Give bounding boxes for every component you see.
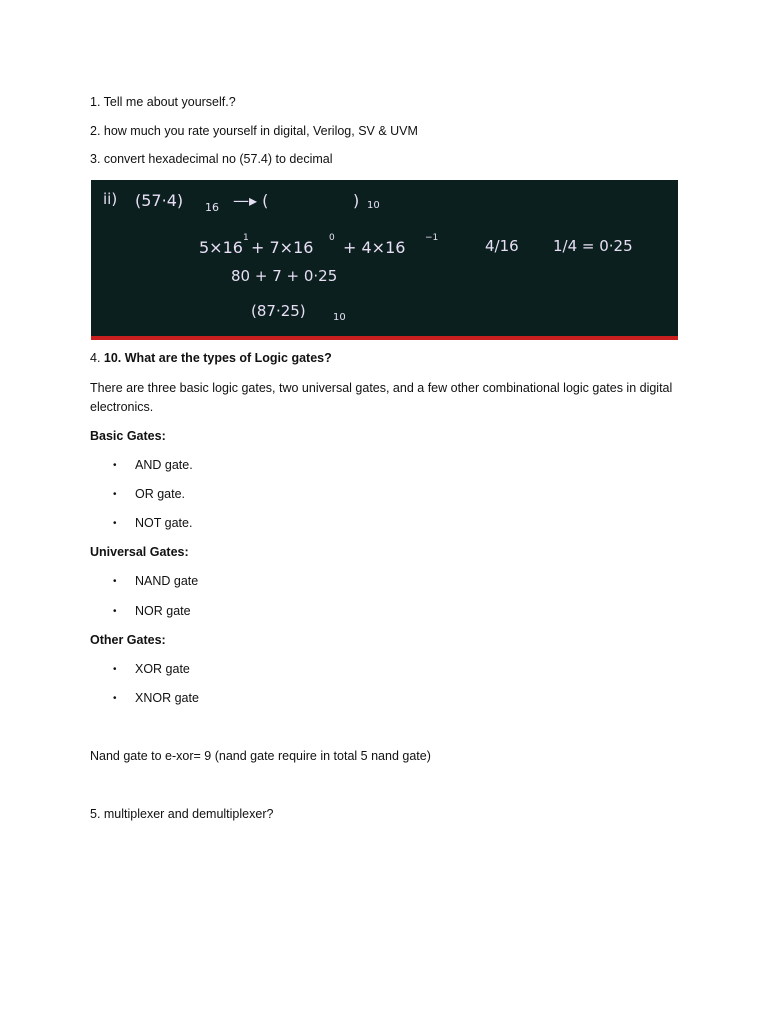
bullet-icon: • xyxy=(113,460,117,471)
question-4-title: 10. What are the types of Logic gates? xyxy=(103,351,332,365)
board-line2-fraction: 4/16 xyxy=(485,237,519,255)
bullet-icon: • xyxy=(113,518,117,529)
question-2: 2. how much you rate yourself in digital, Verilog, SV & UVM xyxy=(90,124,418,138)
bullet-icon: • xyxy=(113,664,117,675)
board-line3-sum: 80 + 7 + 0·25 xyxy=(231,267,338,285)
list-item-or-gate: OR gate. xyxy=(135,487,186,501)
board-line2-term3-exp: −1 xyxy=(425,233,439,243)
question-4 xyxy=(90,349,332,368)
board-line2-term2: + 7×16 xyxy=(251,238,314,257)
intro-paragraph: There are three basic logic gates, two universal gates, and a few other combinational logic gates in digital electronics. xyxy=(90,381,673,414)
basic-gates-heading: Basic Gates: xyxy=(90,429,166,443)
list-item-not-gate: NOT gate. xyxy=(135,516,193,530)
bullet-icon: • xyxy=(113,489,117,500)
bullet-icon: • xyxy=(113,576,117,587)
bullet-icon: • xyxy=(113,693,117,704)
other-gates-heading: Other Gates: xyxy=(90,633,166,647)
handwritten-solution-image xyxy=(91,180,678,340)
board-line1-close: ) xyxy=(353,191,360,210)
board-line1-arrow: —▸ ( xyxy=(233,191,269,210)
question-5: 5. multiplexer and demultiplexer? xyxy=(90,807,274,821)
question-4-number: 4. xyxy=(90,351,104,365)
board-red-strip xyxy=(91,336,678,340)
list-item-and-gate: AND gate. xyxy=(135,458,193,472)
question-3: 3. convert hexadecimal no (57.4) to decimal xyxy=(90,152,333,166)
board-line2-term2-exp: 0 xyxy=(329,233,335,243)
board-line1-sub16: 16 xyxy=(205,201,219,214)
list-item-xnor-gate: XNOR gate xyxy=(135,691,199,705)
board-line2-term3: + 4×16 xyxy=(343,238,406,257)
board-line1-label: ii) xyxy=(103,190,118,208)
bullet-icon: • xyxy=(113,606,117,617)
board-line2-term1: 5×16 xyxy=(199,238,243,257)
board-line2-result: 1/4 = 0·25 xyxy=(553,237,633,255)
question-1: 1. Tell me about yourself.? xyxy=(90,95,236,109)
list-item-nand-gate: NAND gate xyxy=(135,574,199,588)
board-line1-sub10: 10 xyxy=(367,200,380,211)
universal-gates-heading: Universal Gates: xyxy=(90,545,189,559)
nand-xor-note: Nand gate to e-xor= 9 (nand gate require in total 5 nand gate) xyxy=(90,749,431,763)
board-line4-answer: (87·25) xyxy=(251,302,306,320)
board-line2-term1-exp: 1 xyxy=(243,233,249,243)
list-item-xor-gate: XOR gate xyxy=(135,662,190,676)
handwriting-svg xyxy=(91,180,678,340)
board-line1-expr: (57·4) xyxy=(135,191,184,210)
list-item-nor-gate: NOR gate xyxy=(135,604,191,618)
board-line4-sub10: 10 xyxy=(333,312,346,323)
